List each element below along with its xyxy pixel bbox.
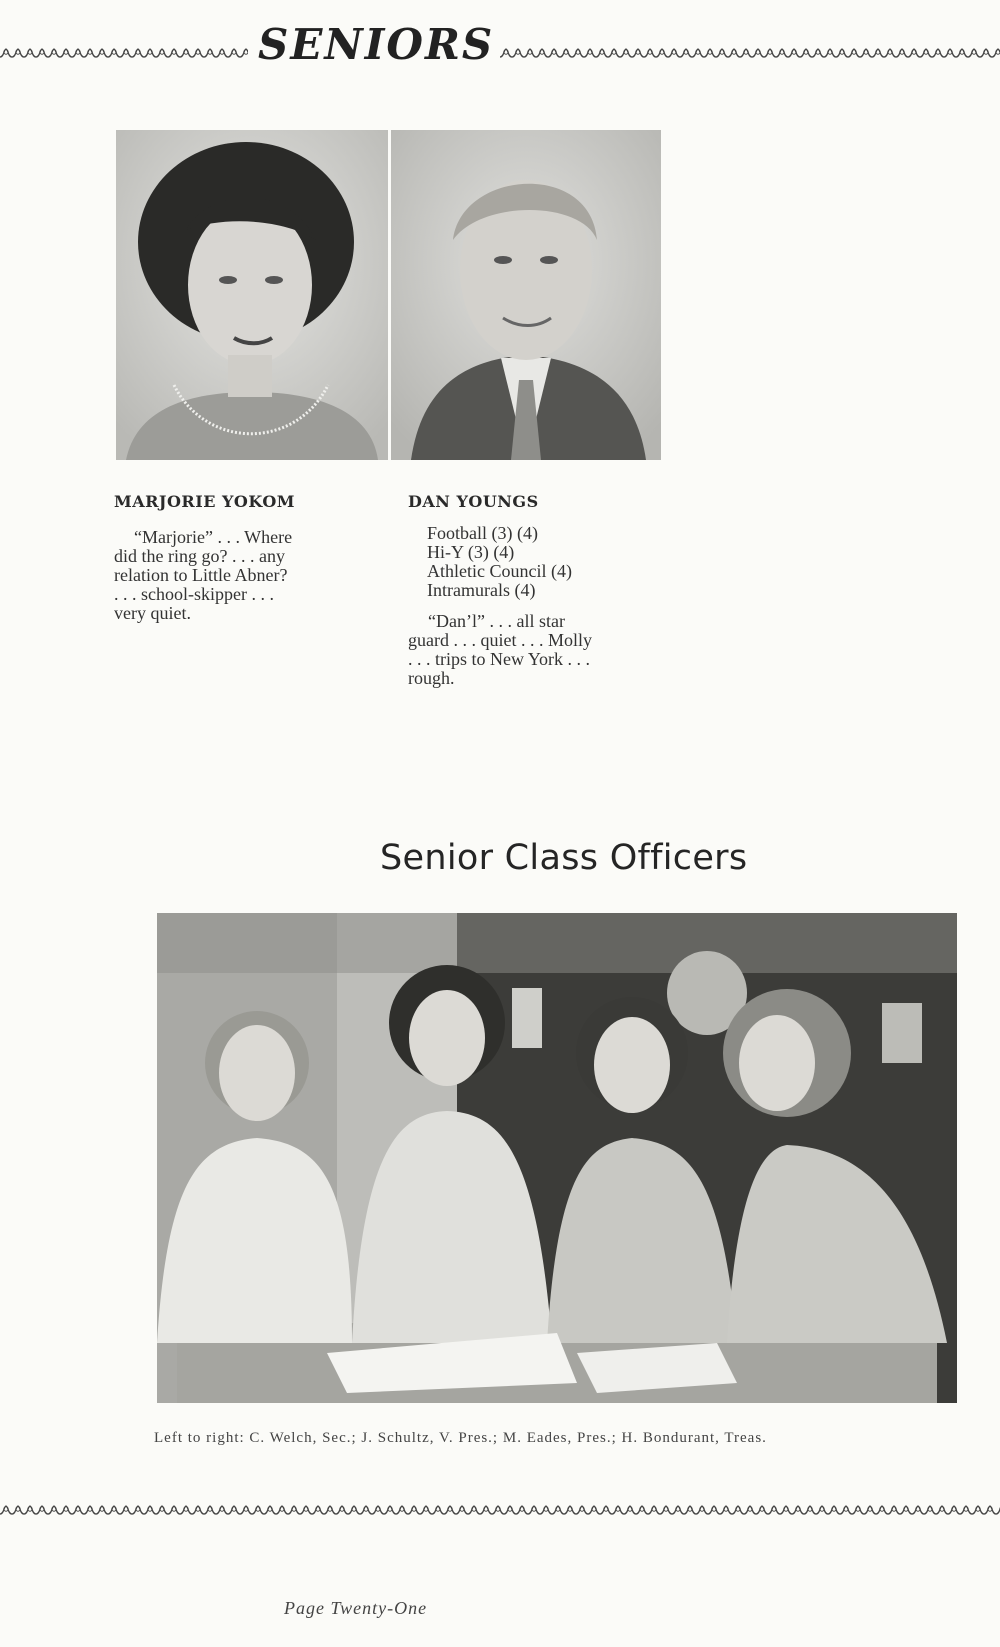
activity-item: Hi-Y (3) (4) <box>427 542 515 562</box>
bio-line: rough. <box>408 668 455 688</box>
bottom-border <box>0 1503 1000 1517</box>
activity-item: Athletic Council (4) <box>427 561 572 581</box>
page-title: SENIORS <box>258 20 495 69</box>
bio-line: . . . school-skipper . . . <box>114 584 274 604</box>
top-border-left <box>0 46 248 60</box>
page-number: Page Twenty-One <box>284 1598 428 1618</box>
bio-line: “Dan’l” . . . all star <box>428 611 565 631</box>
senior-name-marjorie: MARJORIE YOKOM <box>114 492 295 511</box>
senior-activities-dan <box>427 524 572 600</box>
officers-caption: Left to right: C. Welch, Sec.; J. Schultz, V. Pres.; M. Eades, Pres.; H. Bondurant, Treas. <box>154 1430 767 1446</box>
activity-item: Football (3) (4) <box>427 523 538 543</box>
bio-line: “Marjorie” . . . Where <box>134 527 293 547</box>
bio-line: guard . . . quiet . . . Molly <box>408 630 592 650</box>
portrait-marjorie-yokom <box>116 130 388 460</box>
portrait-dan-youngs <box>391 130 661 460</box>
senior-name-dan: DAN YOUNGS <box>408 492 539 511</box>
senior-bio-marjorie <box>114 528 368 623</box>
top-border-right <box>500 46 1000 60</box>
activity-item: Intramurals (4) <box>427 580 536 600</box>
bio-line: relation to Little Abner? <box>114 565 288 585</box>
bio-line: . . . trips to New York . . . <box>408 649 591 669</box>
officers-group-photo <box>157 913 957 1403</box>
bio-line: very quiet. <box>114 603 191 623</box>
bio-line: did the ring go? . . . any <box>114 546 285 566</box>
officers-heading: Senior Class Officers <box>380 838 748 878</box>
senior-bio-dan <box>408 612 662 688</box>
